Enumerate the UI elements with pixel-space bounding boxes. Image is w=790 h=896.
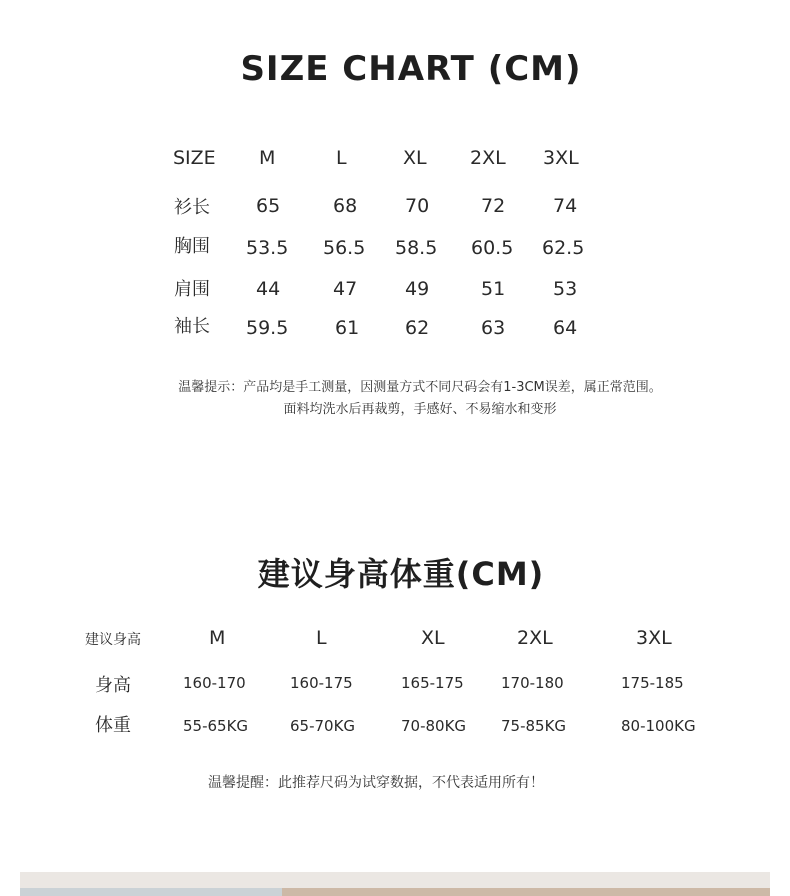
recommend-corner-label: 建议身高 bbox=[85, 632, 141, 648]
recommend-header-l: L bbox=[316, 627, 327, 649]
size-chart-cell: 60.5 bbox=[471, 237, 514, 259]
size-chart-cell: 61 bbox=[335, 317, 360, 339]
recommend-cell: 160-175 bbox=[290, 674, 353, 692]
recommend-cell: 70-80KG bbox=[401, 717, 467, 735]
size-chart-cell: 70 bbox=[405, 195, 430, 217]
size-chart-header-3xl: 3XL bbox=[543, 147, 579, 169]
size-chart-row-label: 胸围 bbox=[174, 236, 210, 257]
recommend-cell: 80-100KG bbox=[621, 717, 696, 735]
recommend-header-m: M bbox=[209, 627, 226, 649]
recommend-note: 温馨提醒：此推荐尺码为试穿数据，不代表适用所有！ bbox=[208, 775, 544, 791]
size-chart-cell: 59.5 bbox=[246, 317, 289, 339]
size-chart-row-label: 肩围 bbox=[174, 279, 210, 300]
size-chart-cell: 74 bbox=[553, 195, 578, 217]
recommend-header-xl: XL bbox=[421, 627, 445, 649]
size-chart-header-m: M bbox=[259, 147, 276, 169]
recommend-header-3xl: 3XL bbox=[636, 627, 672, 649]
recommend-title: 建议身高体重(CM) bbox=[257, 555, 545, 593]
size-chart-cell: 51 bbox=[481, 278, 506, 300]
size-chart-cell: 62.5 bbox=[542, 237, 585, 259]
size-chart-note-line2: 面料均洗水后再裁剪，手感好、不易缩水和变形 bbox=[283, 402, 557, 417]
size-chart-cell: 44 bbox=[256, 278, 281, 300]
recommend-cell: 170-180 bbox=[501, 674, 564, 692]
size-chart-cell: 65 bbox=[256, 195, 281, 217]
size-chart-row-label: 衫长 bbox=[174, 197, 210, 218]
recommend-row-label-height: 身高 bbox=[95, 675, 131, 696]
recommend-cell: 165-175 bbox=[401, 674, 464, 692]
size-chart-header-l: L bbox=[336, 147, 347, 169]
size-chart-cell: 49 bbox=[405, 278, 430, 300]
size-chart-cell: 62 bbox=[405, 317, 430, 339]
size-chart-title: SIZE CHART (CM) bbox=[240, 49, 582, 89]
size-chart-cell: 63 bbox=[481, 317, 506, 339]
size-chart-cell: 53 bbox=[553, 278, 578, 300]
size-chart-cell: 56.5 bbox=[323, 237, 366, 259]
bottom-photo-left bbox=[20, 888, 282, 896]
size-chart-header-xl: XL bbox=[403, 147, 427, 169]
size-chart-row-label: 袖长 bbox=[174, 316, 210, 337]
size-chart-cell: 68 bbox=[333, 195, 358, 217]
recommend-cell: 55-65KG bbox=[183, 717, 249, 735]
size-chart-corner-label: SIZE bbox=[173, 147, 216, 169]
recommend-cell: 65-70KG bbox=[290, 717, 356, 735]
bottom-photo-right bbox=[282, 888, 770, 896]
recommend-cell: 175-185 bbox=[621, 674, 684, 692]
recommend-row-label-weight: 体重 bbox=[95, 715, 131, 736]
size-chart-cell: 47 bbox=[333, 278, 358, 300]
recommend-header-2xl: 2XL bbox=[517, 627, 553, 649]
size-chart-cell: 58.5 bbox=[395, 237, 438, 259]
size-chart-cell: 72 bbox=[481, 195, 506, 217]
recommend-cell: 160-170 bbox=[183, 674, 246, 692]
recommend-cell: 75-85KG bbox=[501, 717, 567, 735]
size-chart-cell: 64 bbox=[553, 317, 578, 339]
size-chart-cell: 53.5 bbox=[246, 237, 289, 259]
size-chart-header-2xl: 2XL bbox=[470, 147, 506, 169]
size-chart-note-line1: 温馨提示：产品均是手工测量，因测量方式不同尺码会有1-3CM误差，属正常范围。 bbox=[178, 380, 662, 395]
